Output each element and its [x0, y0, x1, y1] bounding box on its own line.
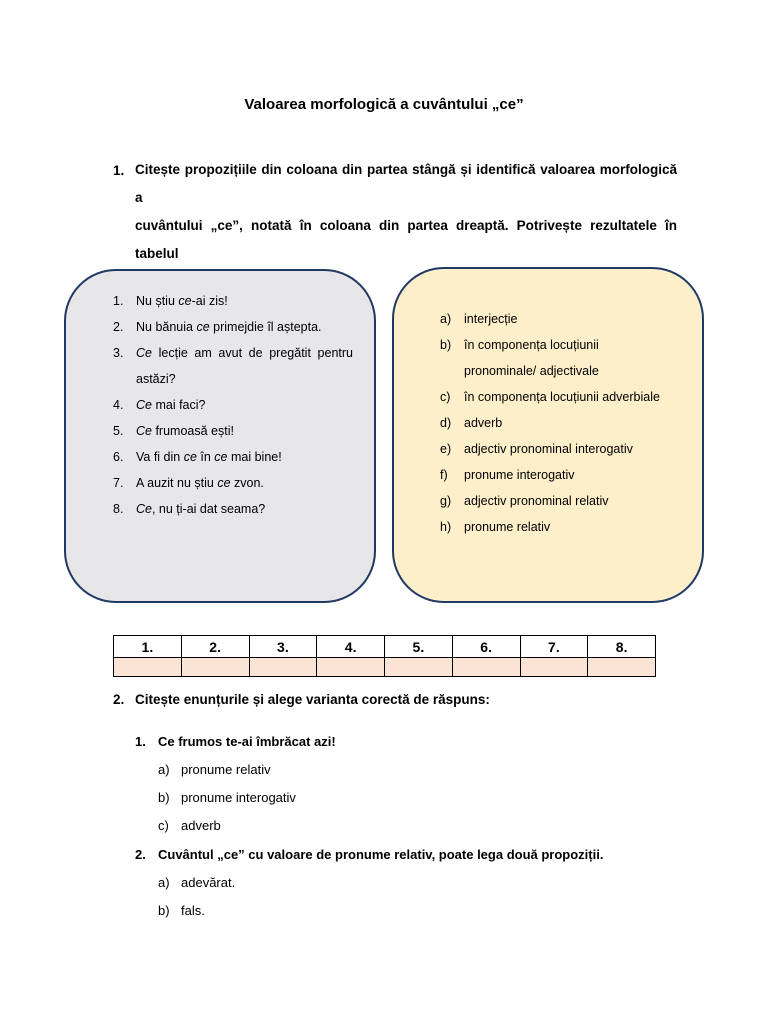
sentence-item [113, 366, 353, 392]
answer-table-header-cell: 7. [520, 636, 588, 658]
answer-cell[interactable] [588, 658, 656, 677]
exercise-2-number: 2. [113, 692, 125, 707]
value-text: în componența locuțiunii adverbiale [464, 390, 660, 404]
sentence-text [136, 496, 353, 522]
option-text: fals. [181, 903, 205, 918]
sentence-part: frumoasă ești! [151, 424, 234, 438]
value-list [440, 306, 680, 540]
value-text: interjecție [464, 312, 518, 326]
sentence-text [136, 340, 353, 366]
sentence-item [113, 288, 353, 314]
instruction-line: Citește propozițiile din coloana din partea stângă și identifică valoarea morfologică a [135, 162, 677, 205]
sentence-number: 6. [113, 450, 124, 464]
value-item [440, 306, 680, 332]
value-letter: h) [440, 520, 452, 534]
value-letter: e) [440, 442, 452, 456]
sentence-item [113, 392, 353, 418]
sentence-continuation: astăzi? [136, 372, 176, 386]
sentence-text [136, 470, 353, 496]
question-1-option-c[interactable] [158, 818, 221, 833]
value-letter: c) [440, 390, 451, 404]
sentence-text [136, 288, 353, 314]
question-2-text: Cuvântul „ce” cu valoare de pronume relativ, poate lega două propoziții. [158, 847, 604, 862]
value-text: pronume interogativ [464, 468, 575, 482]
sentence-part: Nu știu [136, 294, 179, 308]
value-letter: b) [440, 338, 452, 352]
sentence-part: -ai zis! [191, 294, 228, 308]
sentence-part: , nu ți-ai dat seama? [151, 502, 266, 516]
value-item [440, 462, 680, 488]
ce-word: ce [178, 294, 192, 308]
question-2-option-a[interactable] [158, 875, 235, 890]
ce-word: Ce [136, 424, 152, 438]
ce-word: Ce [136, 346, 152, 360]
answer-table-header-row [114, 636, 656, 658]
sentence-part: zvon. [230, 476, 264, 490]
option-letter: a) [158, 875, 170, 890]
sentence-part: mai bine! [227, 450, 282, 464]
sentence-text [136, 392, 353, 418]
option-text: adverb [181, 818, 221, 833]
sentence-text [136, 444, 353, 470]
values-box [392, 267, 704, 603]
answer-cell[interactable] [181, 658, 249, 677]
value-text: adjectiv pronominal interogativ [464, 442, 633, 456]
sentences-box [64, 269, 376, 603]
answer-table-header-cell: 2. [181, 636, 249, 658]
answer-cell[interactable] [317, 658, 385, 677]
value-item [440, 436, 680, 462]
sentence-text [136, 314, 353, 340]
ce-word: ce [214, 450, 228, 464]
sentence-item [113, 418, 353, 444]
exercise-2-instruction: Citește enunțurile și alege varianta corectă de răspuns: [135, 692, 490, 707]
sentence-number: 2. [113, 320, 124, 334]
sentence-part: primejdie îl aștepta. [209, 320, 322, 334]
answer-cell[interactable] [520, 658, 588, 677]
value-letter: d) [440, 416, 452, 430]
question-1-option-a[interactable] [158, 762, 271, 777]
value-item [440, 358, 680, 384]
option-letter: a) [158, 762, 170, 777]
answer-cell[interactable] [114, 658, 182, 677]
sentence-part: A auzit nu știu [136, 476, 218, 490]
question-1-number: 1. [135, 734, 146, 749]
sentence-list [113, 288, 353, 522]
option-letter: b) [158, 790, 170, 805]
option-text: pronume relativ [181, 762, 271, 777]
sentence-part: mai faci? [151, 398, 206, 412]
question-2-option-b[interactable] [158, 903, 205, 918]
sentence-number: 8. [113, 502, 124, 516]
instruction-line: cuvântului „ce”, notată în coloana din partea dreaptă. Potrivește rezultatele în tabelul [135, 218, 677, 261]
value-item [440, 332, 680, 358]
ce-word: Ce [136, 502, 152, 516]
answer-table-header-cell: 8. [588, 636, 656, 658]
ce-word: ce [183, 450, 197, 464]
value-text: pronume relativ [464, 520, 551, 534]
sentence-number: 5. [113, 424, 124, 438]
answer-cell[interactable] [385, 658, 453, 677]
ce-word: ce [217, 476, 231, 490]
sentence-part: Nu bănuia [136, 320, 197, 334]
answer-table-header-cell: 5. [385, 636, 453, 658]
sentence-part: lecție am avut de pregătit pentru [151, 346, 353, 360]
value-letter: g) [440, 494, 452, 508]
question-2-number: 2. [135, 847, 146, 862]
sentence-text [136, 418, 353, 444]
answer-table-header-cell: 4. [317, 636, 385, 658]
option-text: adevărat. [181, 875, 236, 890]
sentence-item [113, 470, 353, 496]
answer-table-header-cell: 1. [114, 636, 182, 658]
answer-table-answer-row [114, 658, 656, 677]
value-text: adverb [464, 416, 503, 430]
answer-table [113, 635, 656, 677]
value-item [440, 488, 680, 514]
sentence-number: 3. [113, 346, 124, 360]
option-text: pronume interogativ [181, 790, 296, 805]
value-item [440, 384, 680, 410]
sentence-part: Va fi din [136, 450, 184, 464]
exercise-1-number: 1. [113, 163, 125, 178]
question-1-option-b[interactable] [158, 790, 296, 805]
value-text: adjectiv pronominal relativ [464, 494, 609, 508]
option-letter: c) [158, 818, 169, 833]
value-item [440, 514, 680, 540]
answer-table-header-cell: 6. [452, 636, 520, 658]
ce-word: ce [196, 320, 210, 334]
answer-cell[interactable] [452, 658, 520, 677]
sentence-item [113, 314, 353, 340]
value-text: în componența locuțiunii [464, 338, 599, 352]
answer-cell[interactable] [249, 658, 317, 677]
value-letter: f) [440, 468, 448, 482]
sentence-item [113, 496, 353, 522]
question-1-text: Ce frumos te-ai îmbrăcat azi! [158, 734, 336, 749]
option-letter: b) [158, 903, 170, 918]
sentence-number: 4. [113, 398, 124, 412]
sentence-number: 1. [113, 294, 124, 308]
ce-word: Ce [136, 398, 152, 412]
sentence-item [113, 340, 353, 366]
value-letter: a) [440, 312, 452, 326]
answer-table-header-cell: 3. [249, 636, 317, 658]
sentence-part: în [196, 450, 215, 464]
sentence-number: 7. [113, 476, 124, 490]
page-title: Valoarea morfologică a cuvântului „ce” [244, 96, 524, 113]
value-item [440, 410, 680, 436]
sentence-item [113, 444, 353, 470]
value-continuation: pronominale/ adjectivale [464, 364, 599, 378]
